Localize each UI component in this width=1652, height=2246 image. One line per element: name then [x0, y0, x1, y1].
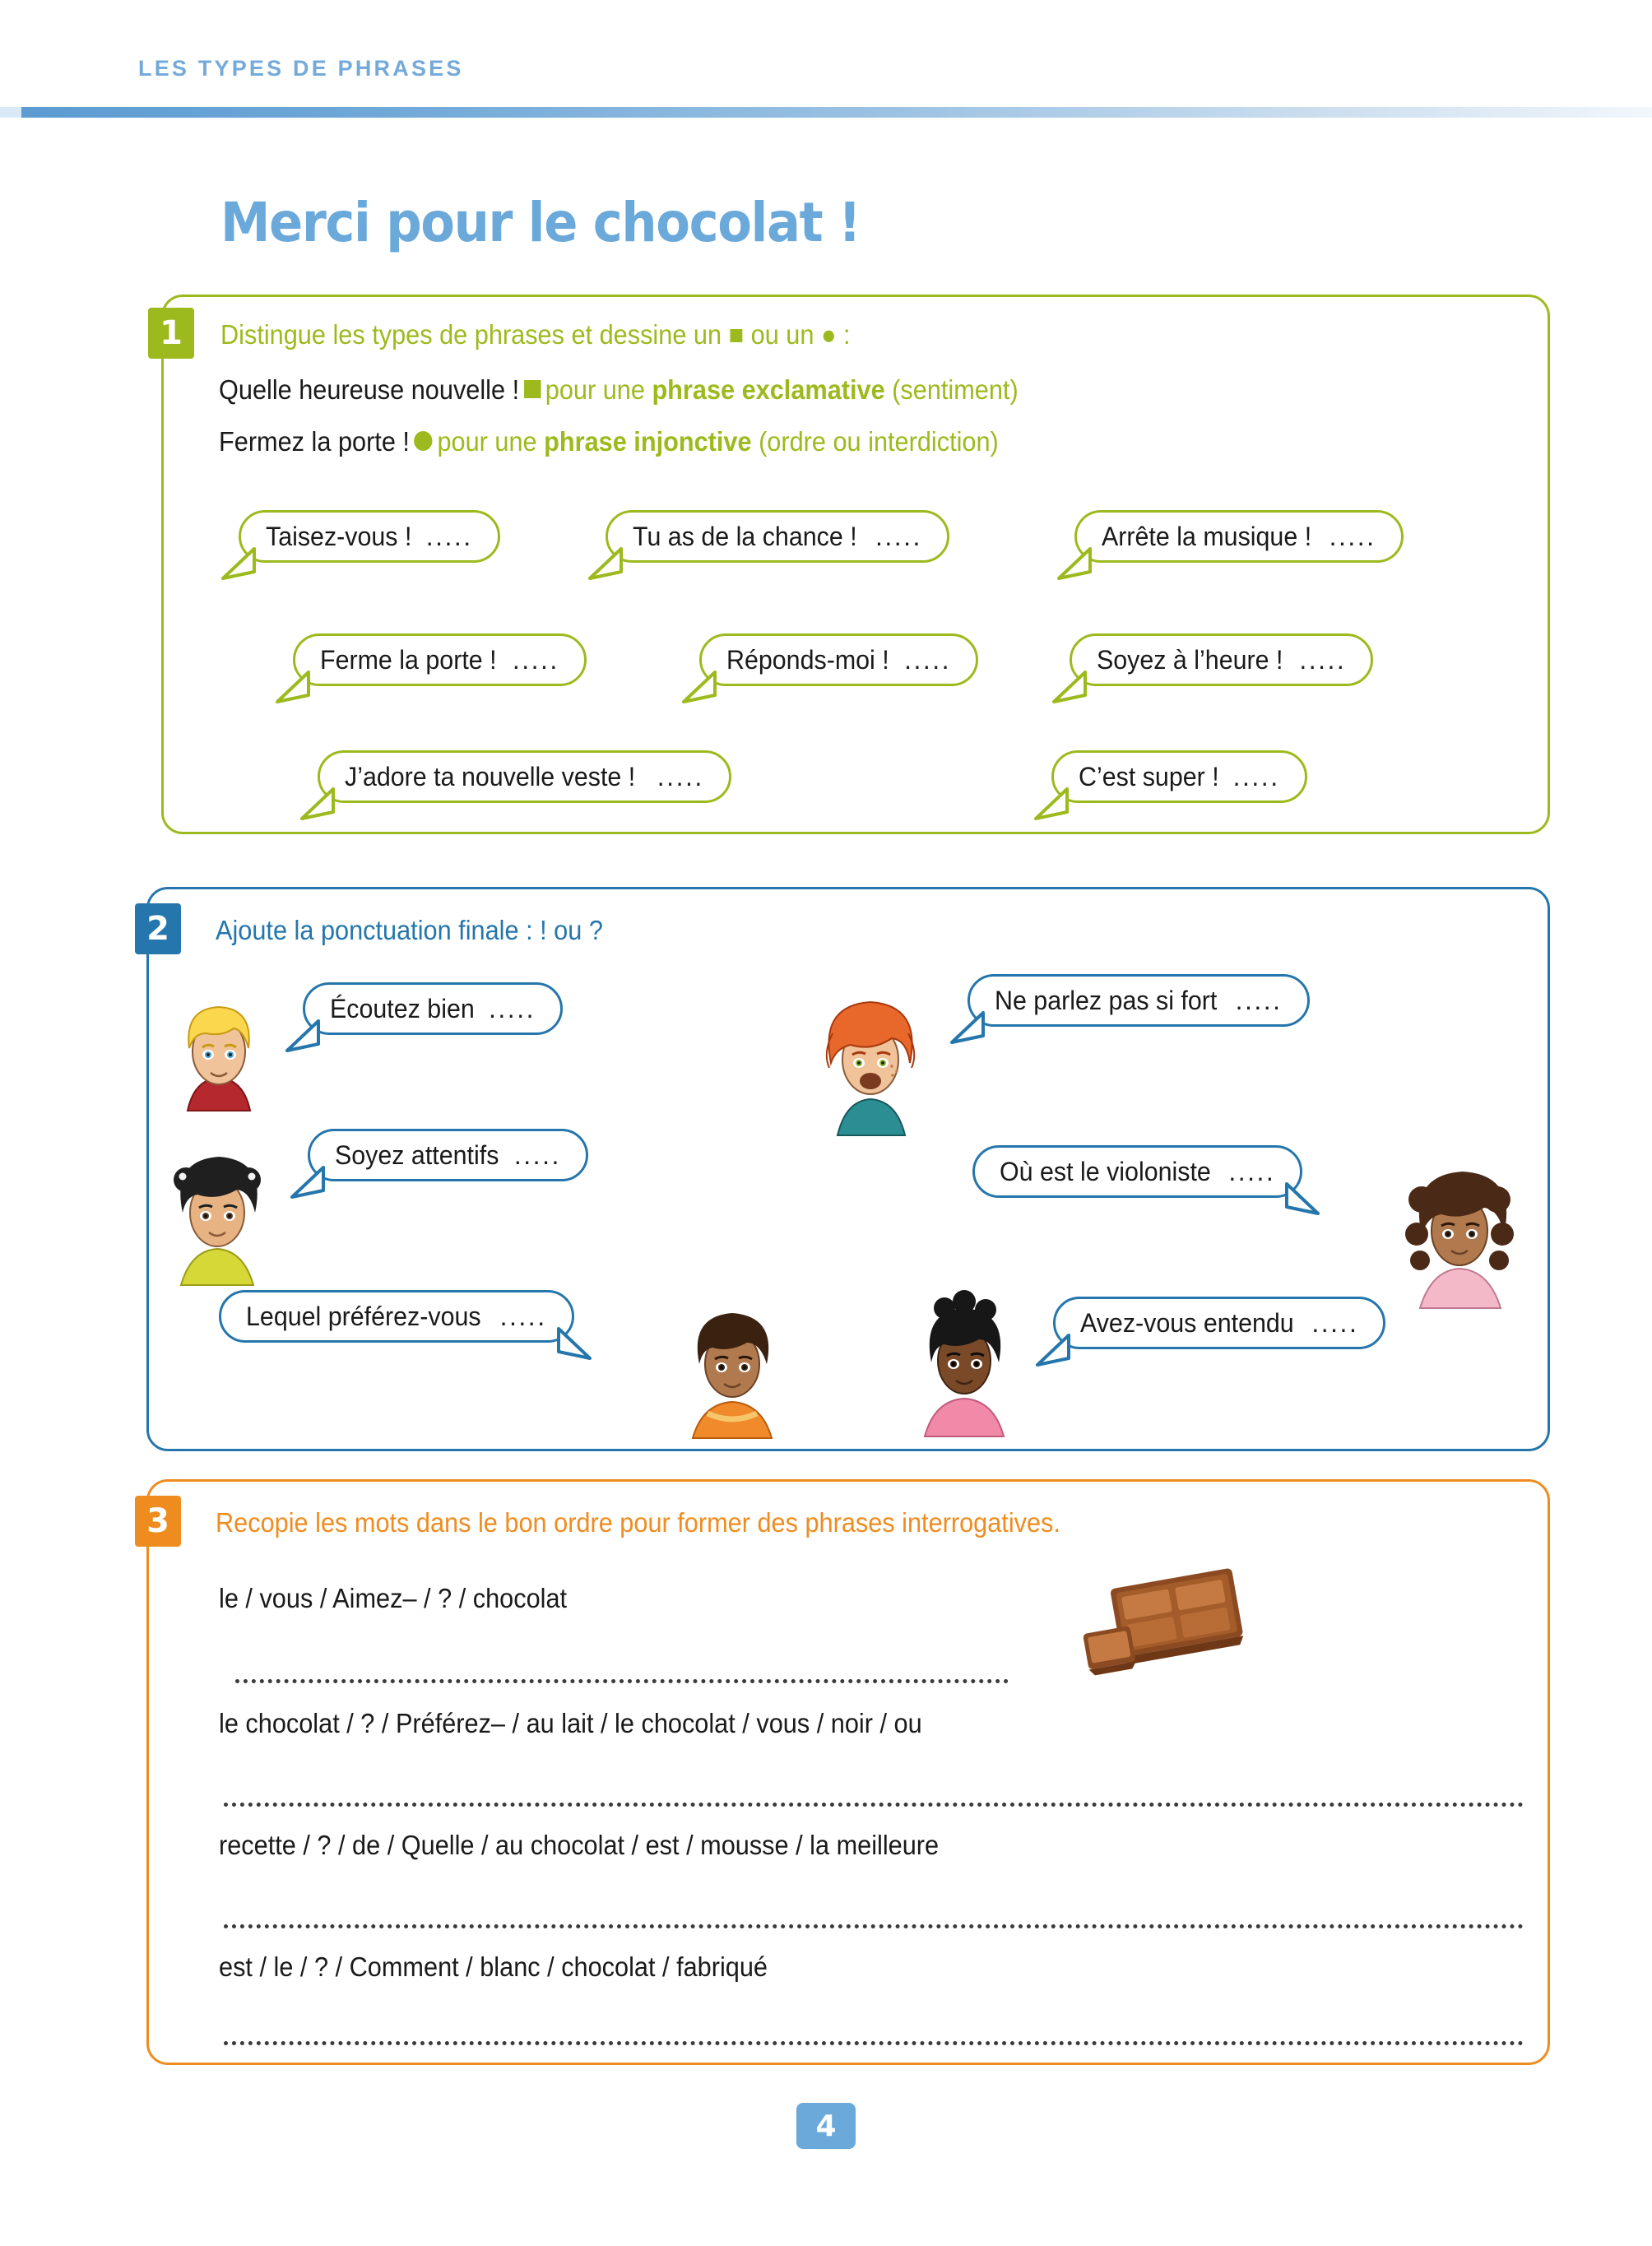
bubble-tail-icon [557, 1327, 595, 1360]
bubble-dots: ..... [1228, 1156, 1276, 1186]
exercise-1-legend-row-2 [219, 426, 999, 457]
bubble-dots: ..... [499, 1301, 547, 1331]
answer-bubble[interactable] [293, 633, 587, 686]
legend-1-term: phrase exclamative [652, 374, 885, 405]
bubble-tail-icon [679, 671, 717, 703]
bubble-tail-icon [1285, 1182, 1323, 1215]
bubble-dots: ..... [1299, 644, 1347, 675]
exercise-1-number-badge: 1 [148, 308, 194, 359]
exercise-3-item: le chocolat / ? / Préférez– / au lait / le chocolat / vous / noir / ou [219, 1708, 922, 1738]
bubble-text: Avez-vous entendu [1080, 1307, 1294, 1338]
bubble-dots: ..... [1311, 1307, 1359, 1338]
running-title: LES TYPES DE PHRASES [138, 56, 464, 81]
exercise-2-instruction: Ajoute la ponctuation finale : ! ou ? [216, 915, 603, 945]
bubble-dots: ..... [425, 521, 473, 551]
bubble-dots: ..... [512, 644, 559, 675]
bubble-dots: ..... [1235, 985, 1283, 1015]
bubble-tail-icon [282, 1019, 320, 1052]
header-rule [0, 107, 1652, 118]
page-header [0, 0, 1652, 123]
character-blond-boy [169, 987, 268, 1119]
exercise-1-legend-row-1 [219, 374, 1019, 406]
character-brown-boy [680, 1293, 787, 1441]
answer-bubble[interactable] [308, 1129, 588, 1181]
square-marker-icon [524, 380, 541, 398]
legend-2-example: Fermez la porte ! [219, 426, 410, 457]
bubble-tail-icon [1032, 1334, 1070, 1367]
exercise-3-item: recette / ? / de / Quelle / au chocolat / est / mousse / la meilleure [219, 1830, 940, 1860]
bubble-tail-icon [272, 671, 310, 703]
answer-line[interactable] [224, 2040, 1524, 2045]
answer-bubble[interactable] [972, 1145, 1302, 1198]
bubble-tail-icon [1054, 547, 1092, 580]
answer-line[interactable] [224, 1802, 1524, 1807]
character-pink-girl [912, 1287, 1019, 1440]
character-curly-girl [1399, 1149, 1522, 1313]
character-dark-hair-girl [161, 1134, 272, 1290]
bubble-dots: ..... [513, 1139, 561, 1170]
bubble-dots: ..... [875, 521, 922, 551]
answer-bubble[interactable] [606, 510, 949, 563]
legend-2-tail: (ordre ou interdiction) [759, 426, 999, 457]
legend-2-lead: pour une [437, 426, 537, 457]
answer-bubble[interactable] [968, 974, 1310, 1027]
bubble-text: Écoutez bien [330, 993, 475, 1023]
legend-1-tail: (sentiment) [892, 374, 1019, 405]
answer-line[interactable] [235, 1678, 1009, 1683]
answer-bubble[interactable] [318, 750, 731, 803]
exercise-2-number-badge: 2 [135, 903, 181, 954]
answer-bubble[interactable] [239, 510, 500, 563]
exercise-3-instruction: Recopie les mots dans le bon ordre pour former des phrases interrogatives. [216, 1507, 1060, 1538]
answer-bubble[interactable] [1070, 633, 1373, 686]
bubble-tail-icon [218, 547, 256, 580]
bubble-tail-icon [287, 1166, 325, 1199]
answer-bubble[interactable] [699, 633, 978, 686]
bubble-text: Soyez à l’heure ! [1097, 644, 1283, 675]
bubble-text: Ferme la porte ! [320, 644, 497, 675]
bubble-text: Tu as de la chance ! [633, 521, 857, 551]
answer-bubble[interactable] [1051, 750, 1307, 803]
bubble-text: Arrête la musique ! [1102, 521, 1312, 551]
bubble-dots: ..... [904, 644, 952, 675]
character-redhead-girl [813, 984, 928, 1140]
bubble-tail-icon [947, 1011, 985, 1044]
answer-bubble[interactable] [219, 1290, 574, 1343]
header-rule-edge [0, 107, 21, 118]
legend-1-lead: pour une [545, 374, 645, 405]
answer-line[interactable] [224, 1923, 1524, 1928]
legend-2-term: phrase injonctive [544, 426, 752, 457]
bubble-tail-icon [1031, 787, 1069, 820]
bubble-dots: ..... [657, 761, 704, 791]
bubble-dots: ..... [1232, 761, 1280, 791]
exercise-1-instruction [220, 319, 851, 350]
answer-bubble[interactable] [303, 982, 563, 1035]
bubble-text: Ne parlez pas si fort [995, 985, 1218, 1015]
exercise-1-instruction-text: Distingue les types de phrases et dessine un ■ ou un ● : [220, 319, 851, 350]
bubble-text: Lequel préférez-vous [246, 1301, 481, 1331]
bubble-tail-icon [297, 787, 335, 820]
answer-bubble[interactable] [1074, 510, 1404, 563]
legend-1-example: Quelle heureuse nouvelle ! [219, 374, 520, 405]
bubble-text: C’est super ! [1079, 761, 1219, 791]
bubble-dots: ..... [489, 993, 536, 1023]
bubble-dots: ..... [1329, 521, 1376, 551]
bubble-text: Où est le violoniste [1000, 1156, 1211, 1186]
bubble-text: Taisez-vous ! [266, 521, 412, 551]
bubble-tail-icon [1049, 671, 1087, 703]
exercise-3-item: est / le / ? / Comment / blanc / chocolat / fabriqué [219, 1951, 768, 1982]
exercise-3-item: le / vous / Aimez– / ? / chocolat [219, 1583, 568, 1613]
chocolate-bar-icon [1078, 1565, 1259, 1688]
bubble-text: Soyez attentifs [335, 1139, 499, 1170]
page-number-badge: 4 [796, 2103, 856, 2149]
page-title: Merci pour le chocolat ! [220, 191, 861, 254]
circle-marker-icon [415, 431, 433, 451]
bubble-text: J’adore ta nouvelle veste ! [345, 761, 636, 791]
bubble-tail-icon [585, 547, 623, 580]
bubble-text: Réponds-moi ! [726, 644, 889, 675]
exercise-3-number-badge: 3 [135, 1496, 181, 1547]
answer-bubble[interactable] [1053, 1297, 1385, 1349]
